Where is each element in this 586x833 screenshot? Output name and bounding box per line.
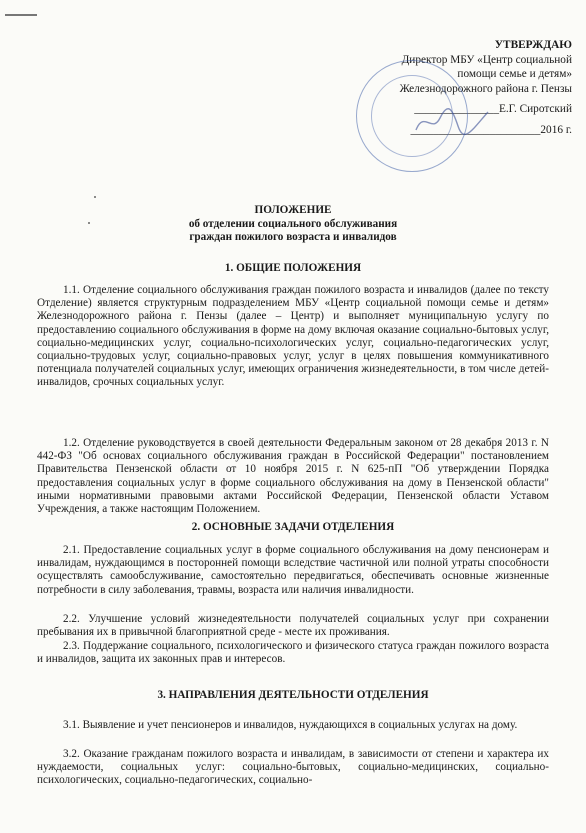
paragraph: 1.2. Отделение руководствуется в своей деятельности Федеральным законом от 28 декабря 2013 г. N 442-ФЗ "Об основах социального обслуживания граждан в Российской Федерации" постановлением Правительства Пензенской области от 10 ноября 2015 г. N 625-пП "Об утверждении Порядка предоставления социальных услуг в форме социального обслуживания на дому в Пензенской области" иными нормативными правовыми актами Российской Федерации, Пензенской области Уставом Учреждения, а также настоящим Положением. — [37, 437, 549, 516]
title-line: граждан пожилого возраста и инвалидов — [189, 231, 397, 243]
approval-date: _______________________2016 г. — [410, 123, 572, 136]
document-title — [0, 204, 586, 245]
section-heading: 1. ОБЩИЕ ПОЛОЖЕНИЯ — [224, 262, 362, 274]
section-heading: 2. ОСНОВНЫЕ ЗАДАЧИ ОТДЕЛЕНИЯ — [191, 521, 395, 533]
scan-speck — [94, 196, 96, 198]
approval-line: помощи семье и детям» — [457, 68, 572, 81]
approval-line: Железнодорожного района г. Пензы — [399, 82, 572, 95]
handwritten-signature — [412, 100, 492, 140]
approval-signer: _______________Е.Г. Сиротский — [414, 103, 572, 116]
title-line: об отделении социального обслуживания — [188, 217, 398, 230]
paragraph: 2.3. Поддержание социального, психологического и физического статуса граждан пожилого возраста и инвалидов, защита их законных прав и интересов. — [37, 640, 549, 666]
paragraph: 1.1. Отделение социального обслуживания граждан пожилого возраста и инвалидов (далее по тексту Отделение) является структурным подразделением МБУ «Центр социальной помощи семье и детям» Железнодорожного района г. Пензы (далее – Центр) и выполняет муниципальную услугу по предоставлению социального обслуживания в форме на дому включая оказание социально-бытовых услуг, социально-медицинских услуг, социально-психологических услуг, социально-педагогических услуг, социально-трудовых услуг, социально-правовых услуг, услуг в целях повышения коммуникативного потенциала получателей социальных услуг, имеющих ограничения жизнедеятельности, в том числе детей-инвалидов, срочных социальных услуг. — [37, 284, 549, 389]
section-heading: 3. НАПРАВЛЕНИЯ ДЕЯТЕЛЬНОСТИ ОТДЕЛЕНИЯ — [157, 689, 429, 701]
paragraph: 2.2. Улучшение условий жизнедеятельности получателей социальных услуг при сохранении пребывания их в привычной благоприятной среде - месте их проживания. — [37, 613, 549, 639]
title-line: ПОЛОЖЕНИЕ — [254, 204, 332, 216]
paragraph: 3.1. Выявление и учет пенсионеров и инвалидов, нуждающихся в социальных услугах на дому. — [63, 719, 518, 731]
scan-mark — [5, 14, 37, 16]
paragraph: 2.1. Предоставление социальных услуг в форме социального обслуживания на дому пенсионерам и инвалидам, нуждающимся в посторонней помощи вследствие частичной или полной утраты способности осуществлять самообслуживание, самостоятельно передвигаться, обеспечивать основные жизненные потребности в силу заболевания, травмы, возраста или наличия инвалидности. — [37, 544, 549, 596]
approval-heading: УТВЕРЖДАЮ — [494, 39, 572, 51]
approval-line: Директор МБУ «Центр социальной — [401, 53, 572, 66]
paragraph: 3.2. Оказание гражданам пожилого возраста и инвалидам, в зависимости от степени и характера их нуждаемости, социальных услуг: социально-бытовых, социально-медицинских, социально-психологических, социально-педагогических, социально- — [37, 748, 549, 787]
